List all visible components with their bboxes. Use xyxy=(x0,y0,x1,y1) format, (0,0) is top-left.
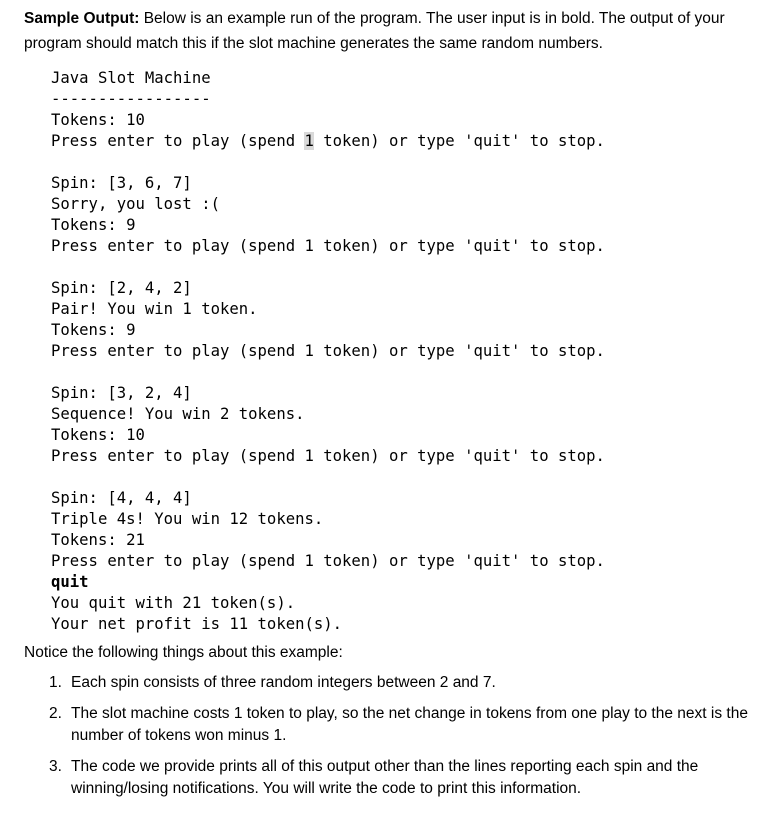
console-blank-line xyxy=(51,257,764,278)
console-prompt: Press enter to play (spend 1 token) or type 'quit' to stop. xyxy=(51,237,605,255)
console-result: Sequence! You win 2 tokens. xyxy=(51,405,305,423)
sample-console-output xyxy=(51,68,764,635)
console-spin: Spin: [3, 6, 7] xyxy=(51,174,192,192)
console-prompt: Press enter to play (spend 1 token) or type 'quit' to stop. xyxy=(51,447,605,465)
console-tokens: Tokens: 21 xyxy=(51,531,145,549)
list-item xyxy=(24,703,764,747)
console-blank-line xyxy=(51,467,764,488)
console-tokens: Tokens: 9 xyxy=(51,216,136,234)
console-prompt-first xyxy=(51,131,764,152)
console-tokens-initial: Tokens: 10 xyxy=(51,111,145,129)
intro-paragraph xyxy=(24,6,764,56)
intro-text: Below is an example run of the program. The user input is in bold. The output of your program should match this if the slot machine generates the same random numbers. xyxy=(24,10,725,52)
intro-bold-label: Sample Output: xyxy=(24,10,140,27)
prompt-prefix: Press enter to play (spend xyxy=(51,132,305,150)
console-result: Pair! You win 1 token. xyxy=(51,300,258,318)
console-quit-message: You quit with 21 token(s). xyxy=(51,594,296,612)
console-result: Triple 4s! You win 12 tokens. xyxy=(51,510,324,528)
list-text: The slot machine costs 1 token to play, so the net change in tokens from one play to the next is the number of tokens won minus 1. xyxy=(71,705,748,744)
list-item xyxy=(24,756,764,800)
console-spin: Spin: [3, 2, 4] xyxy=(51,384,192,402)
console-prompt: Press enter to play (spend 1 token) or type 'quit' to stop. xyxy=(51,342,605,360)
console-divider: ----------------- xyxy=(51,90,211,108)
list-item xyxy=(24,672,764,694)
list-text: Each spin consists of three random integers between 2 and 7. xyxy=(71,674,496,691)
notes-list xyxy=(24,672,764,800)
console-prompt: Press enter to play (spend 1 token) or type 'quit' to stop. xyxy=(51,552,605,570)
console-tokens: Tokens: 9 xyxy=(51,321,136,339)
console-title: Java Slot Machine xyxy=(51,69,211,87)
console-profit-message: Your net profit is 11 token(s). xyxy=(51,615,343,633)
console-blank-line xyxy=(51,152,764,173)
console-spin: Spin: [2, 4, 2] xyxy=(51,279,192,297)
list-number: 1. xyxy=(49,674,62,691)
console-spin: Spin: [4, 4, 4] xyxy=(51,489,192,507)
list-number: 3. xyxy=(49,758,62,775)
prompt-cursor-highlight: 1 xyxy=(304,132,314,150)
document xyxy=(24,6,764,809)
console-result: Sorry, you lost :( xyxy=(51,195,220,213)
list-text: The code we provide prints all of this output other than the lines reporting each spin and the winning/losing notifications. You will write the code to print this information. xyxy=(71,758,699,797)
console-user-input: quit xyxy=(51,573,89,591)
notice-heading: Notice the following things about this example: xyxy=(24,644,343,661)
prompt-suffix: token) or type 'quit' to stop. xyxy=(313,132,605,150)
console-tokens: Tokens: 10 xyxy=(51,426,145,444)
list-number: 2. xyxy=(49,705,62,722)
console-blank-line xyxy=(51,362,764,383)
